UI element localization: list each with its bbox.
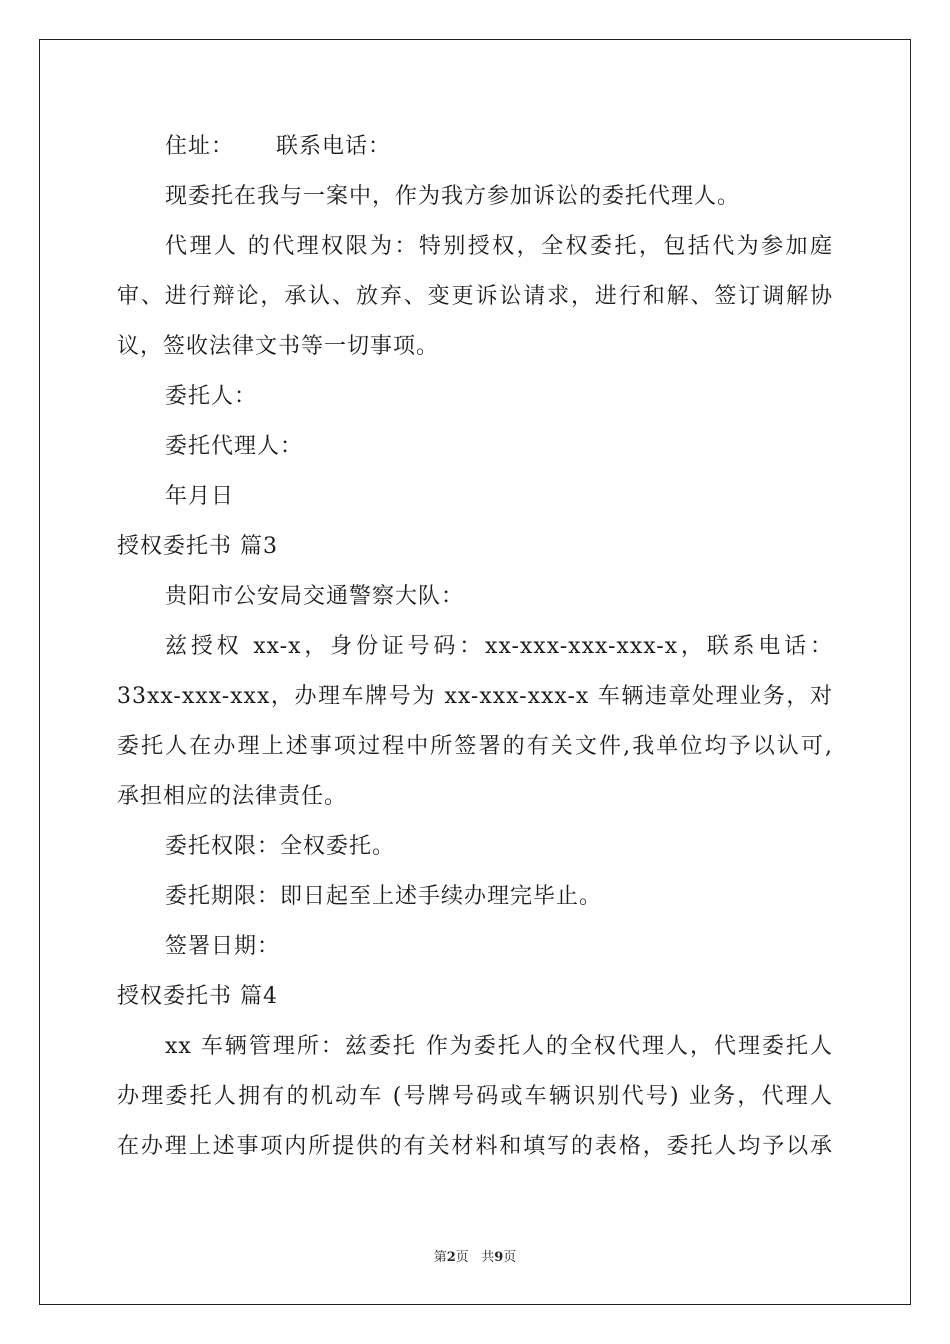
paragraph-line: 在办理上述事项内所提供的有关材料和填写的表格，委托人均予以承 — [117, 1134, 833, 1159]
address-phone-line — [117, 122, 833, 172]
paragraph-line: xx 车辆管理所：兹委托 作为委托人的全权代理人，代理委托人 — [165, 1034, 833, 1059]
paragraph-line: 签署日期： — [165, 934, 281, 959]
paragraph-line: 议，签收法律文书等一切事项。 — [117, 334, 440, 359]
address-label: 住址： — [165, 134, 235, 159]
paragraph-line: 委托人在办理上述事项过程中所签署的有关文件,我单位均予以认可, — [117, 734, 833, 759]
paragraph-line: 审、进行辩论，承认、放弃、变更诉讼请求，进行和解、签订调解协 — [117, 284, 833, 309]
section-heading: 授权委托书 篇4 — [117, 984, 278, 1009]
paragraph-line: 年月日 — [165, 484, 235, 509]
paragraph-line: 委托代理人： — [165, 434, 304, 459]
paragraph-line: 委托权限：全权委托。 — [165, 834, 396, 859]
paragraph-line: 委托人： — [165, 384, 258, 409]
paragraph-line: 33xx-xxx-xxx，办理车牌号为 xx-xxx-xxx-x 车辆违章处理业务，对 — [117, 684, 833, 709]
paragraph-line: 办理委托人拥有的机动车 (号牌号码或车辆识别代号) 业务，代理人 — [117, 1084, 833, 1109]
document-body — [117, 122, 833, 1172]
current-page-number: 2 — [446, 1250, 456, 1265]
paragraph-line: 委托期限：即日起至上述手续办理完毕止。 — [165, 884, 603, 909]
page-footer: 第2页 共9页 — [433, 1250, 517, 1265]
paragraph-line: 现委托在我与一案中，作为我方参加诉讼的委托代理人。 — [165, 184, 741, 209]
paragraph-line: 贵阳市公安局交通警察大队： — [165, 584, 465, 609]
paragraph-line: 承担相应的法律责任。 — [117, 784, 348, 809]
total-page-number: 9 — [494, 1250, 504, 1265]
paragraph-line: 兹授权 xx-x，身份证号码：xx-xxx-xxx-xxx-x，联系电话： — [165, 634, 833, 659]
paragraph-line: 代理人 的代理权限为：特别授权，全权委托，包括代为参加庭 — [165, 234, 833, 259]
section-heading: 授权委托书 篇3 — [117, 534, 278, 559]
phone-label: 联系电话： — [276, 134, 392, 159]
